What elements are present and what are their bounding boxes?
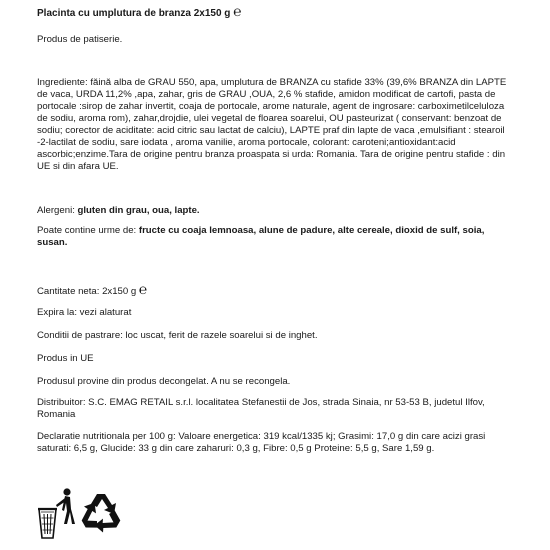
distributor-text: Distribuitor: S.C. EMAG RETAIL s.r.l. localitatea Stefanestii de Jos, strada Sinaia, nr 53-53 B, judetul Ilfov, Romania xyxy=(37,397,485,420)
ingredients-text: Ingrediente: făină alba de GRAU 550, apa, umplutura de BRANZA cu stafide 33% (39,6% BRANZA din LAPTE de vaca, URDA 11,2% ,apa, zahar, gris de GRAU ,OUA, 2,6 % stafide, amidon modificat de cartofi, pasta de portocale :sirop de zahar invertit, coaja de portocale, arome naturale, agent de ingrosare: carboximetilceluloza de sodiu, aroma rom), zahar,drojdie, ulei vegetal de floarea soarelui, OU pasteurizat ( conservant: benzoat de sodiu; corector de aciditate: acid citric sau lactat de calciu), LAPTE praf din lapte de vaca ,emulsifiant : stearoil -2-lactilat de sodiu, sare iodata , aroma vanilie, aroma portocale, colorant: caroteni;antioxidant:acid ascorbic;enzime.Tara de origine pentru branza proaspata si urda: Romania. Tara de origine pentru stafide : din UE si din afara UE. xyxy=(37,77,507,172)
origin-text: Produs in UE xyxy=(37,353,94,364)
product-subtitle: Produs de patiserie. xyxy=(37,34,123,45)
estimated-sign: ℮ xyxy=(138,281,148,297)
disposal-icons xyxy=(33,488,128,540)
traces-text: Poate contine urme de: fructe cu coaja lemnoasa, alune de padure, alte cereale, dioxid de sulf, soia, susan. xyxy=(37,225,485,248)
icons-svg xyxy=(33,488,128,540)
storage-text: Conditii de pastrare: loc uscat, ferit de razele soarelui si de inghet. xyxy=(37,330,318,341)
estimated-sign: ℮ xyxy=(233,3,242,19)
thawed-text: Produsul provine din produs decongelat. A nu se recongela. xyxy=(37,376,291,387)
nutrition-text: Declaratie nutritionala per 100 g: Valoare energetica: 319 kcal/1335 kj; Grasimi: 17,0 g din care acizi grasi saturati: 6,5 g, Glucide: 33 g din care zaharuri: 0,3 g, Fibre: 0,5 g Proteine: 5,5 g, Sare 1,59 g. xyxy=(37,431,486,454)
allergens-text: Alergeni: gluten din grau, oua, lapte. xyxy=(37,205,200,216)
expiry-text: Expira la: vezi alaturat xyxy=(37,307,132,318)
tidyman-icon xyxy=(38,488,75,538)
recycle-icon xyxy=(76,494,123,537)
product-title: Placinta cu umplutura de branza 2x150 g ℮ xyxy=(37,3,242,19)
net-quantity: Cantitate neta: 2x150 g ℮ xyxy=(37,281,148,297)
